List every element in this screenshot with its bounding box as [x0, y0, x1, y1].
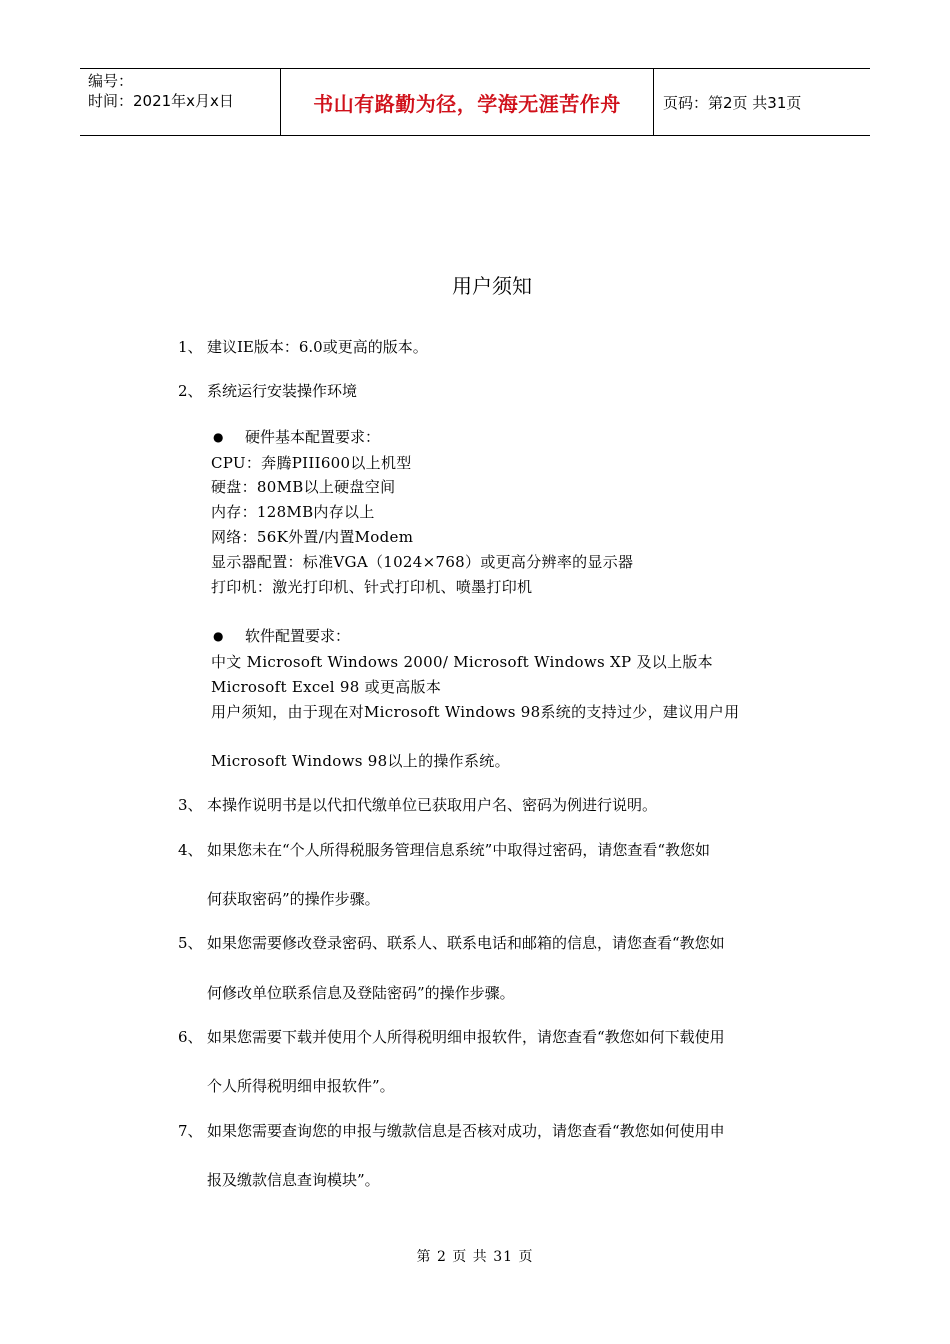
item-number: 7、 [178, 1122, 203, 1140]
software-line: 中文 Microsoft Windows 2000/ Microsoft Windows XP 及以上版本 [211, 653, 713, 671]
item-text-continued: 何获取密码”的操作步骤。 [207, 890, 380, 908]
page-header [80, 68, 870, 136]
hardware-line: 显示器配置：标准VGA（1024×768）或更高分辨率的显示器 [211, 553, 634, 571]
item-text: 建议IE版本：6.0或更高的版本。 [207, 338, 428, 356]
item-text: 如果您需要查询您的申报与缴款信息是否核对成功，请您查看“教您如何使用申 [207, 1122, 725, 1140]
item-number: 1、 [178, 338, 203, 356]
item-number: 6、 [178, 1028, 203, 1046]
item-number: 2、 [178, 382, 203, 400]
hardware-line: 网络：56K外置/内置Modem [211, 528, 414, 546]
item-number: 3、 [178, 796, 203, 814]
software-line: 用户须知，由于现在对Microsoft Windows 98系统的支持过少，建议用户用 [211, 703, 740, 721]
item-text-continued: 个人所得税明细申报软件”。 [207, 1077, 395, 1095]
item-text-continued: 何修改单位联系信息及登陆密码”的操作步骤。 [207, 984, 515, 1002]
software-line: Microsoft Excel 98 或更高版本 [211, 678, 442, 696]
bullet-icon: ● [213, 629, 224, 643]
item-number: 4、 [178, 841, 203, 859]
item-text-continued: 报及缴款信息查询模块”。 [207, 1171, 380, 1189]
hardware-line: 打印机：激光打印机、针式打印机、喷墨打印机 [211, 578, 533, 596]
software-line: Microsoft Windows 98以上的操作系统。 [211, 752, 510, 770]
software-label: 软件配置要求： [245, 627, 351, 645]
header-motto: 书山有路勤为径，学海无涯苦作舟 [281, 69, 654, 135]
item-text: 如果您未在“个人所得税服务管理信息系统”中取得过密码，请您查看“教您如 [207, 841, 711, 859]
item-text: 如果您需要修改登录密码、联系人、联系电话和邮箱的信息，请您查看“教您如 [207, 934, 725, 952]
page-title: 用户须知 [452, 274, 532, 298]
hardware-label: 硬件基本配置要求： [245, 428, 381, 446]
number-label: 编号： [88, 72, 134, 90]
header-meta [80, 69, 281, 135]
item-text: 如果您需要下载并使用个人所得税明细申报软件，请您查看“教您如何下载使用 [207, 1028, 725, 1046]
hardware-line: 硬盘：80MB以上硬盘空间 [211, 478, 396, 496]
time-label: 时间：2021年x月x日 [88, 92, 234, 110]
item-text: 本操作说明书是以代扣代缴单位已获取用户名、密码为例进行说明。 [207, 796, 658, 814]
header-page-info: 页码：第2页 共31页 [663, 93, 802, 112]
hardware-line: 内存：128MB内存以上 [211, 503, 375, 521]
page-footer: 第 2 页 共 31 页 [416, 1249, 534, 1265]
bullet-icon: ● [213, 430, 224, 444]
item-number: 5、 [178, 934, 203, 952]
item-text: 系统运行安装操作环境 [207, 382, 358, 400]
hardware-line: CPU：奔腾PIII600以上机型 [211, 454, 412, 472]
